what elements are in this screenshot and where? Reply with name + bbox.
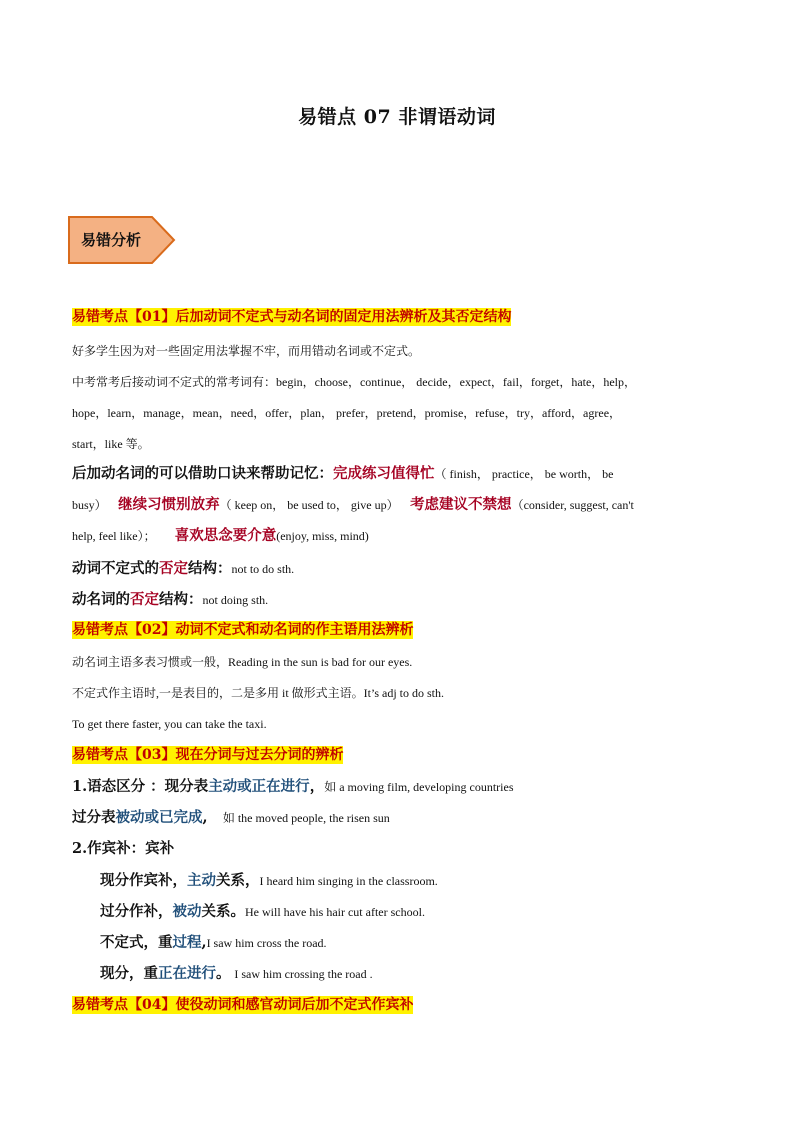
s3-line-1: 1.语态区分 ：现分表主动或正在进行，如 a moving film, developing countries [72,778,514,795]
negative-infinitive: 动词不定式的否定结构：not to do sth. [72,560,295,577]
badge-label: 易错分析 [81,231,142,249]
s3-line-7: 现分，重正在进行。 I saw him crossing the road . [100,965,373,982]
heading-03: 易错考点【03】现在分词与过去分词的辨析 [72,747,344,763]
s3-line-3: 2.作宾补：宾补 [72,840,175,857]
s1-paragraph-2: 中考常考后接动词不定式的常考词有：begin，choose，continue， decide，expect，fail，forget，hate，help， [72,375,637,389]
s1-paragraph-3: hope，learn，manage，mean，need，offer，plan， prefer，pretend，promise，refuse，try，afford，agree， [72,406,622,420]
s3-line-2: 过分表被动或已完成, 如 the moved people, the risen sun [72,809,390,826]
heading-01: 易错考点【01】后加动词不定式与动名词的固定用法辨析及其否定结构 [72,309,512,325]
mnemonic-line-2: busy） 继续习惯别放弃（ keep on， be used to， give up） 考虑建议不禁想（consider, suggest, can't [72,496,634,513]
s2-paragraph-2: 不定式作主语时,一是表目的，二是多用 it 做形式主语。It’s adj to do sth. [72,686,445,700]
s1-paragraph-1: 好多学生因为对一些固定用法掌握不牢，而用错动名词或不定式。 [72,344,421,358]
mnemonic-line-1: 后加动名词的可以借助口诀来帮助记忆：完成练习值得忙（ finish， practice， be worth， be [72,465,614,482]
negative-gerund: 动名词的否定结构：not doing sth. [72,591,269,608]
section-badge [68,216,174,262]
s3-line-4: 现分作宾补，主动关系，I heard him singing in the classroom. [100,872,438,889]
heading-04: 易错考点【04】使役动词和感官动词后加不定式作宾补 [72,997,414,1013]
mnemonic-line-3: help, feel like）； 喜欢思念要介意(enjoy, miss, mind) [72,527,369,544]
s1-paragraph-4: start，like 等。 [72,437,150,451]
s2-paragraph-3: To get there faster, you can take the taxi. [72,717,267,731]
s3-line-5: 过分作补，被动关系。He will have his hair cut after school. [100,903,425,920]
s3-line-6: 不定式，重过程,I saw him cross the road. [100,934,327,951]
page-title: 易错点 07 非谓语动词 [298,106,496,128]
s2-paragraph-1: 动名词主语多表习惯或一般，Reading in the sun is bad for our eyes. [72,655,413,669]
heading-02: 易错考点【02】动词不定式和动名词的作主语用法辨析 [72,622,414,638]
